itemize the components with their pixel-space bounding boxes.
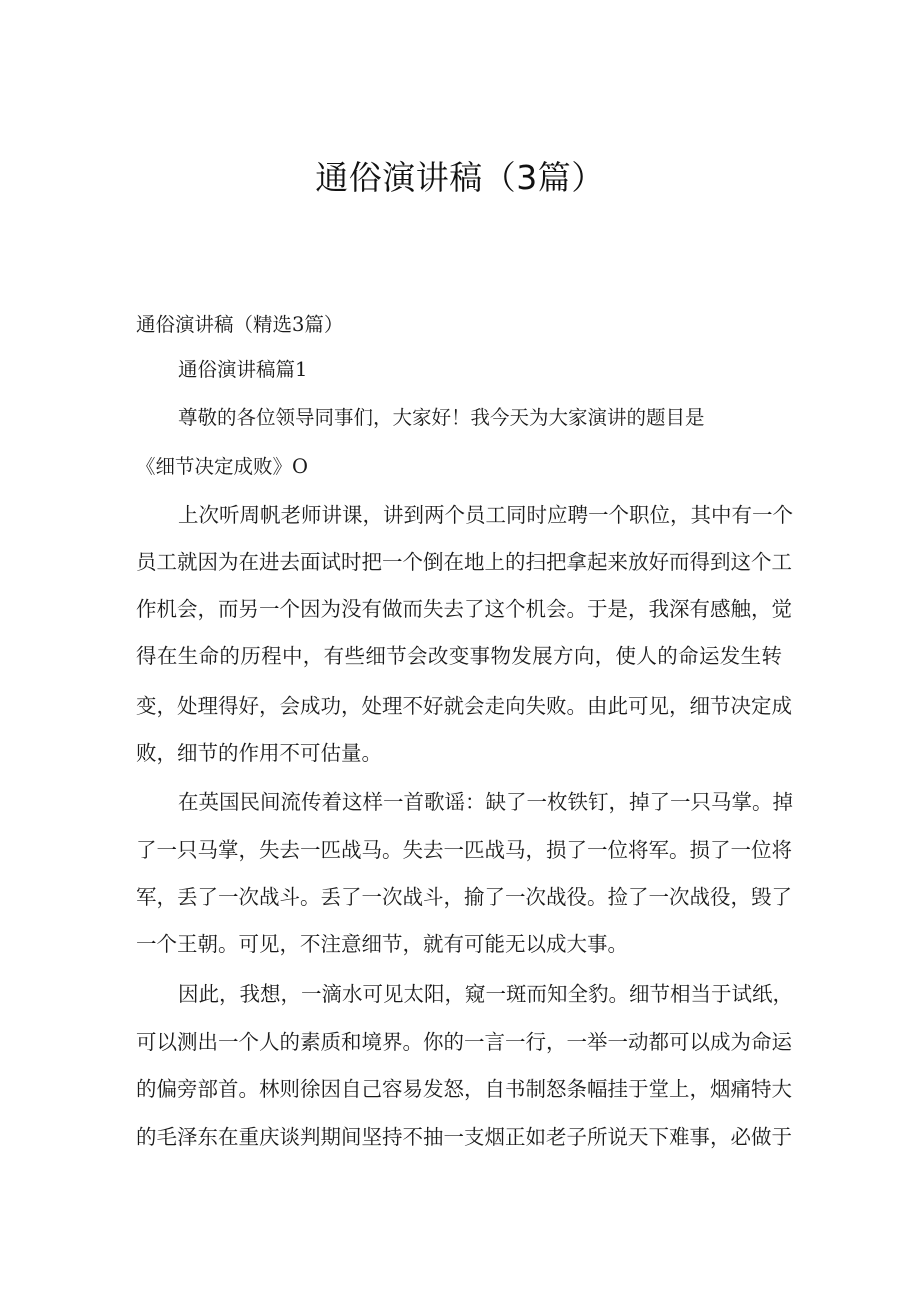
document-subtitle: 通俗演讲稿（精选3篇）: [136, 313, 344, 336]
paragraph-line: 的偏旁部首。林则徐因自己容易发怒，自书制怒条幅挂于堂上，烟痛特大: [136, 1077, 792, 1101]
greeting-line: 尊敬的各位领导同事们，大家好！我今天为大家演讲的题目是: [178, 406, 705, 429]
paragraph-line: 在英国民间流传着这样一首歌谣：缺了一枚铁钉，掉了一只马掌。掉: [178, 790, 793, 814]
paragraph-line: 一个王朝。可见，不注意细节，就有可能无以成大事。: [136, 932, 628, 956]
speech-topic-line: 《细节决定成败》O: [136, 455, 308, 478]
document-title: 通俗演讲稿（3篇）: [315, 158, 605, 197]
paragraph-line: 了一只马掌，失去一匹战马。失去一匹战马，损了一位将军。损了一位将: [136, 838, 792, 862]
paragraph-line: 上次听周帆老师讲课，讲到两个员工同时应聘一个职位，其中有一个: [178, 503, 793, 527]
paragraph-line: 作机会，而另一个因为没有做而失去了这个机会。于是，我深有感触，觉: [136, 597, 792, 621]
paragraph-line: 得在生命的历程中，有些细节会改变事物发展方向，使人的命运发生转: [136, 644, 782, 668]
paragraph-line: 员工就因为在进去面试时把一个倒在地上的扫把拿起来放好而得到这个工: [136, 550, 792, 574]
paragraph-line: 变，处理得好，会成功，处理不好就会走向失败。由此可见，细节决定成: [136, 694, 792, 718]
paragraph-line: 可以测出一个人的素质和境界。你的一言一行，一举一动都可以成为命运: [136, 1030, 792, 1054]
paragraph-line: 军，丢了一次战斗。丢了一次战斗，揄了一次战役。捡了一次战役，毁了: [136, 885, 792, 909]
section-heading: 通俗演讲稿篇1: [178, 358, 308, 381]
paragraph-line: 因此，我想，一滴水可见太阳，窥一斑而知全豹。细节相当于试纸，: [178, 982, 793, 1006]
paragraph-line: 的毛泽东在重庆谈判期间坚持不抽一支烟正如老子所说天下难事，必做于: [136, 1125, 792, 1149]
paragraph-line: 败，细节的作用不可估量。: [136, 741, 382, 765]
